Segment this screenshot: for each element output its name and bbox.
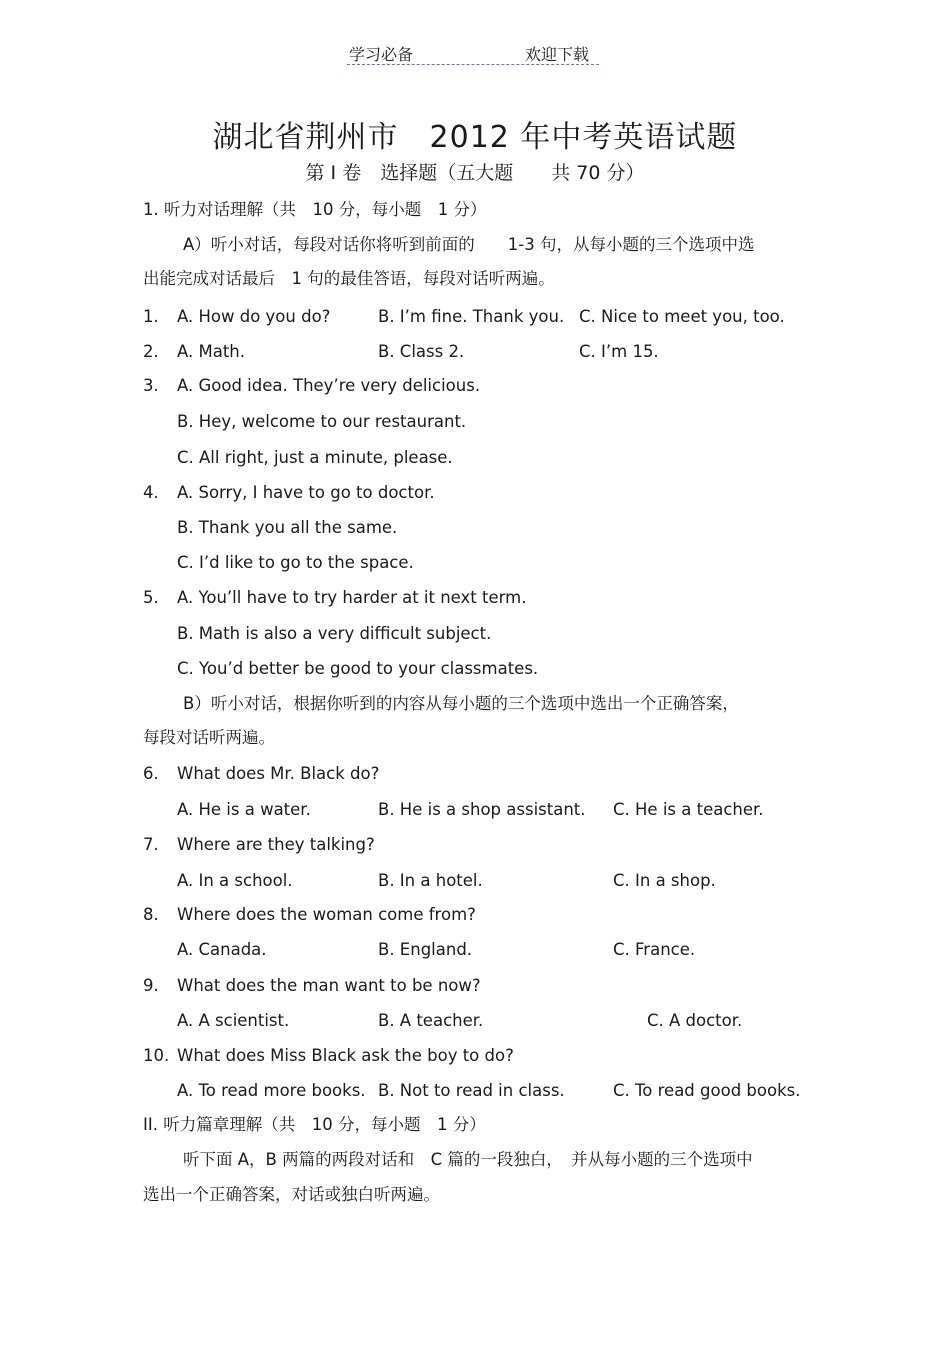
section-a-instruction-line-1: A）听小对话，每段对话你将听到前面的 1-3 句，从每小题的三个选项中选 bbox=[183, 235, 755, 254]
q6-option-a: A. He is a water. bbox=[177, 800, 311, 819]
q2-option-c: C. I’m 15. bbox=[579, 342, 659, 361]
section-1-heading: 1. 听力对话理解（共 10 分，每小题 1 分） bbox=[143, 200, 487, 219]
q1-option-c: C. Nice to meet you, too. bbox=[579, 307, 785, 326]
q7-option-a: A. In a school. bbox=[177, 871, 293, 890]
q8-question: Where does the woman come from? bbox=[177, 905, 476, 924]
q6-question: What does Mr. Black do? bbox=[177, 764, 380, 783]
q9-option-b: B. A teacher. bbox=[378, 1011, 484, 1030]
section-a-instruction-line-2: 出能完成对话最后 1 句的最佳答语，每段对话听两遍。 bbox=[143, 269, 555, 288]
q8-option-a: A. Canada. bbox=[177, 940, 267, 959]
q5-option-b: B. Math is also a very difficult subject. bbox=[177, 624, 492, 643]
question-number: 10. bbox=[143, 1046, 170, 1065]
q9-option-a: A. A scientist. bbox=[177, 1011, 290, 1030]
q4-option-a: A. Sorry, I have to go to doctor. bbox=[177, 483, 435, 502]
q9-question: What does the man want to be now? bbox=[177, 976, 481, 995]
q8-option-b: B. England. bbox=[378, 940, 473, 959]
q3-option-c: C. All right, just a minute, please. bbox=[177, 448, 453, 467]
question-number: 4. bbox=[143, 483, 159, 502]
q7-question: Where are they talking? bbox=[177, 835, 375, 854]
section-2-heading: II. 听力篇章理解（共 10 分，每小题 1 分） bbox=[143, 1115, 486, 1134]
q2-option-a: A. Math. bbox=[177, 342, 246, 361]
q1-option-a: A. How do you do? bbox=[177, 307, 331, 326]
exam-subtitle: 第 I 卷 选择题（五大题 共 70 分） bbox=[305, 162, 645, 184]
q9-option-c: C. A doctor. bbox=[647, 1011, 743, 1030]
q10-option-c: C. To read good books. bbox=[613, 1081, 801, 1100]
q7-option-b: B. In a hotel. bbox=[378, 871, 483, 890]
q1-option-b: B. I’m fine. Thank you. bbox=[378, 307, 565, 326]
question-number: 1. bbox=[143, 307, 159, 326]
header-right-text: 欢迎下载 bbox=[525, 45, 590, 64]
question-number: 7. bbox=[143, 835, 159, 854]
question-number: 2. bbox=[143, 342, 159, 361]
section-b-instruction-line-1: B）听小对话，根据你听到的内容从每小题的三个选项中选出一个正确答案， bbox=[183, 694, 739, 713]
q10-question: What does Miss Black ask the boy to do? bbox=[177, 1046, 514, 1065]
question-number: 6. bbox=[143, 764, 159, 783]
page-header bbox=[347, 42, 599, 65]
q4-option-b: B. Thank you all the same. bbox=[177, 518, 398, 537]
q6-option-b: B. He is a shop assistant. bbox=[378, 800, 586, 819]
q5-option-c: C. You’d better be good to your classmates. bbox=[177, 659, 539, 678]
q2-option-b: B. Class 2. bbox=[378, 342, 465, 361]
q10-option-a: A. To read more books. bbox=[177, 1081, 366, 1100]
q3-option-a: A. Good idea. They’re very delicious. bbox=[177, 376, 481, 395]
section-2-instruction-line-2: 选出一个正确答案，对话或独白听两遍。 bbox=[143, 1185, 440, 1204]
q7-option-c: C. In a shop. bbox=[613, 871, 716, 890]
q10-option-b: B. Not to read in class. bbox=[378, 1081, 565, 1100]
header-left-text: 学习必备 bbox=[349, 45, 414, 64]
q3-option-b: B. Hey, welcome to our restaurant. bbox=[177, 412, 467, 431]
q5-option-a: A. You’ll have to try harder at it next term. bbox=[177, 588, 527, 607]
q4-option-c: C. I’d like to go to the space. bbox=[177, 553, 414, 572]
question-number: 9. bbox=[143, 976, 159, 995]
q8-option-c: C. France. bbox=[613, 940, 696, 959]
section-b-instruction-line-2: 每段对话听两遍。 bbox=[143, 728, 275, 747]
section-2-instruction-line-1: 听下面 A，B 两篇的两段对话和 C 篇的一段独白， 并从每小题的三个选项中 bbox=[183, 1150, 753, 1169]
question-number: 5. bbox=[143, 588, 159, 607]
q6-option-c: C. He is a teacher. bbox=[613, 800, 764, 819]
question-number: 3. bbox=[143, 376, 159, 395]
question-number: 8. bbox=[143, 905, 159, 924]
exam-title: 湖北省荆州市 2012 年中考英语试题 bbox=[212, 120, 738, 155]
